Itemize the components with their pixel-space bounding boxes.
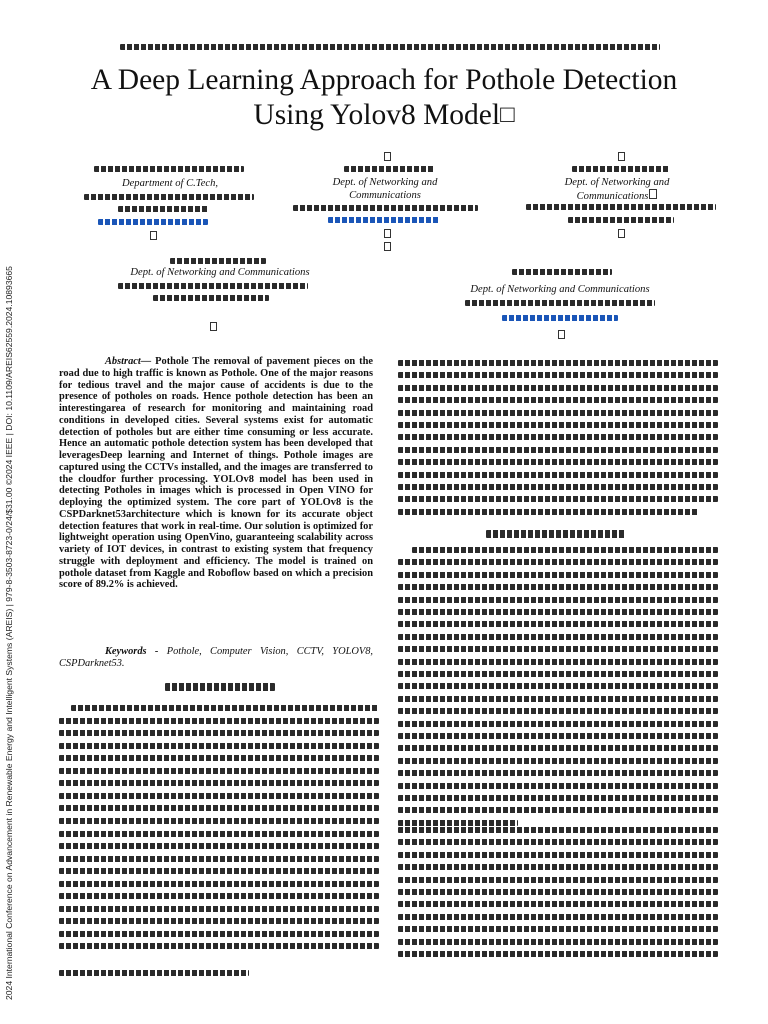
body-text-line <box>398 572 718 578</box>
keywords-lead: Keywords - <box>105 646 159 657</box>
author-4-affil <box>118 283 308 289</box>
author-5-email[interactable] <box>502 315 618 321</box>
body-text-line <box>398 634 718 640</box>
body-text-line <box>398 459 718 465</box>
author-3-affil <box>526 204 716 210</box>
keywords-body: Pothole, Computer Vision, CCTV, YOLOV8, CSPDarknet53. <box>59 646 374 669</box>
body-text-line <box>398 597 718 603</box>
author-1-affil-2 <box>118 206 208 212</box>
body-text-line <box>398 496 718 502</box>
body-text-line <box>398 472 718 478</box>
author-3-email[interactable] <box>568 217 674 223</box>
body-text-line <box>71 705 379 711</box>
body-text-line <box>398 372 718 378</box>
author-5-box <box>558 330 565 339</box>
author-3-box-top <box>618 152 625 161</box>
author-4-name <box>170 258 266 264</box>
body-text-line <box>59 856 379 862</box>
author-4-email[interactable] <box>153 295 269 301</box>
author-3-name <box>572 166 670 172</box>
body-text-line <box>412 547 718 553</box>
author-4-box <box>210 322 217 331</box>
title-box-glyph: □ <box>500 102 515 128</box>
body-text-line <box>59 730 379 736</box>
abstract <box>59 356 373 591</box>
author-1-affil-1 <box>84 194 254 200</box>
body-text-line <box>398 683 718 689</box>
body-text-line <box>398 708 718 714</box>
body-text-line <box>398 783 718 789</box>
body-text-line <box>398 914 718 920</box>
body-text-line <box>398 721 718 727</box>
author-3-box-inline <box>649 189 657 199</box>
body-text-line <box>398 852 718 858</box>
body-text-line <box>398 696 718 702</box>
abstract-body: Pothole The removal of pavement pieces on the road due to high traffic is known as Pothole. One of the major reasons for tedious travel and the major cause of accidents is due to the presence of potholes on roads. Hence pothole detection has been an interestingarea of research for monitoring and maintaining road conditions in developed cities. Several systems exist for automatic detection of potholes but are either time consuming or less accurate. Hence an automatic pothole detection system has been developed that leveragesDeep learning and Internet of things. Pothole images are captured using the CCTVs installed, and the images are transferred to the cloudfor further processing. YOLOv8 model has been used in detecting Potholes in images which is processed in Open VINO for deploying the optimized system. The core part of YOLOv8 is the CSPDarknet53architecture which is known for its accurate object detection features that work in real-time. Our solution is optimized for lightweight operation using OpenVino, guaranteeing scalability across variety of IOT devices, in contrast to existing system that frequency struggle with deployment and efficiency. The model is trained on pothole dataset from Kaggle and Roboflow based on which a precision score of 89.2% is achieved. <box>59 356 373 591</box>
body-text-line <box>398 839 718 845</box>
header-line <box>120 44 660 50</box>
body-text-line <box>59 881 379 887</box>
author-3-dept-line1: Dept. of Networking and <box>564 177 670 188</box>
body-text-line <box>398 733 718 739</box>
body-text-line <box>398 659 718 665</box>
author-1-name <box>94 166 244 172</box>
author-3-dept-line2: Communications <box>517 189 717 203</box>
author-1-email[interactable] <box>98 219 208 225</box>
body-text-line <box>398 609 718 615</box>
body-text-line <box>398 671 718 677</box>
body-text-line <box>398 422 718 428</box>
body-text-line <box>59 793 379 799</box>
abstract-lead: Abstract— <box>105 356 152 367</box>
section-related-work-heading <box>486 530 626 538</box>
body-text-line <box>398 795 718 801</box>
body-text-line <box>398 939 718 945</box>
author-5-affil <box>465 300 655 306</box>
body-text-line <box>59 906 379 912</box>
body-text-line <box>398 385 718 391</box>
body-text-line <box>398 360 718 366</box>
body-text-line <box>59 831 379 837</box>
body-text-line <box>398 410 718 416</box>
author-1-dept: Department of C.Tech, <box>121 178 219 189</box>
title-line-2: Using Yolov8 Model□ <box>253 99 515 131</box>
body-text-line <box>398 509 698 515</box>
body-text-line <box>59 780 379 786</box>
body-text-line <box>398 434 718 440</box>
body-text-line <box>398 951 718 957</box>
body-text-line <box>59 843 379 849</box>
body-text-line <box>59 893 379 899</box>
author-2-affil <box>293 205 478 211</box>
body-text-line <box>398 559 718 565</box>
author-4-dept: Dept. of Networking and Communications <box>130 267 310 278</box>
body-text-line <box>398 484 718 490</box>
body-text-line <box>59 918 379 924</box>
title-line-1: A Deep Learning Approach for Pothole Detection <box>90 64 678 96</box>
body-text-line <box>398 827 718 833</box>
keywords <box>59 646 373 670</box>
section-introduction-heading <box>165 683 275 691</box>
body-text-line <box>398 584 718 590</box>
sidebar-citation: 2024 International Conference on Advancement in Renewable Energy and Intelligent Systems (AREIS) | 979-8-3503-8723-0/24/$31.00 ©2024 IEEE | DOI: 10.1109/AREIS62559.2024.10893665 <box>4 266 14 1000</box>
body-text-line <box>59 943 379 949</box>
body-text-line <box>59 743 379 749</box>
body-text-line <box>59 931 379 937</box>
body-text-line <box>398 926 718 932</box>
body-text-line <box>398 864 718 870</box>
body-text-line <box>398 646 718 652</box>
author-2-email[interactable] <box>328 217 440 223</box>
author-2-box-top <box>384 152 391 161</box>
body-text-line <box>398 889 718 895</box>
author-2-dept-line1: Dept. of Networking and <box>332 177 438 188</box>
body-text-line <box>59 755 379 761</box>
author-3-box-bottom <box>618 229 625 238</box>
body-text-line <box>398 807 718 813</box>
paper-title <box>40 63 728 133</box>
body-text-line <box>398 770 718 776</box>
author-5-name <box>512 269 612 275</box>
author-2-box-1 <box>384 229 391 238</box>
body-text-line <box>59 818 379 824</box>
body-text-line <box>398 397 718 403</box>
body-text-line <box>398 621 718 627</box>
body-text-line <box>59 768 379 774</box>
body-text-line <box>398 758 718 764</box>
body-text-line <box>398 447 718 453</box>
body-text-line <box>59 868 379 874</box>
author-5-dept: Dept. of Networking and Communications <box>470 284 650 295</box>
author-2-dept-line2: Communications <box>349 190 421 201</box>
body-text-line <box>398 901 718 907</box>
body-text-line <box>398 877 718 883</box>
author-2-name <box>344 166 434 172</box>
footer-line <box>59 970 249 976</box>
author-2-box-2 <box>384 242 391 251</box>
body-text-line <box>59 718 379 724</box>
body-text-line <box>59 805 379 811</box>
body-text-line <box>398 745 718 751</box>
body-text-line <box>398 820 518 826</box>
author-1-box <box>150 231 157 240</box>
